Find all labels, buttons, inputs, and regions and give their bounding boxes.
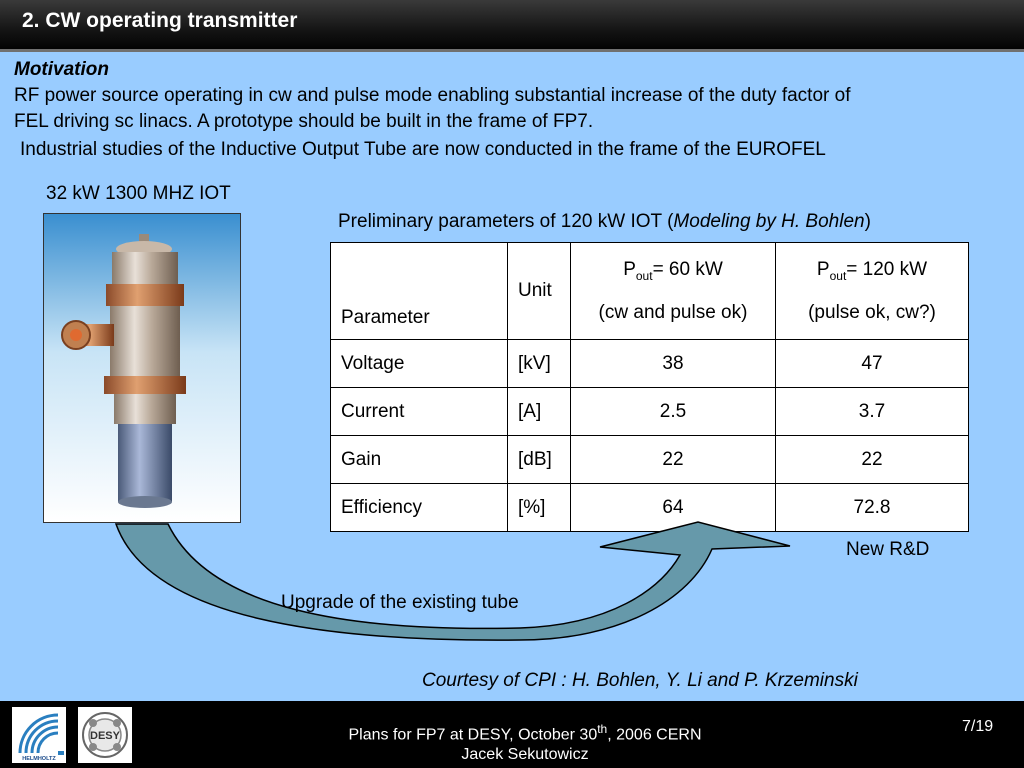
footer-bar bbox=[0, 701, 1024, 768]
header-parameter: Parameter bbox=[331, 243, 508, 340]
table-caption-credit: Modeling by H. Bohlen bbox=[673, 211, 865, 232]
upgrade-label: Upgrade of the existing tube bbox=[281, 592, 519, 613]
cell-value-60: 38 bbox=[571, 340, 776, 388]
table-caption-prefix: Preliminary parameters of 120 kW IOT ( bbox=[338, 211, 674, 232]
cell-parameter: Current bbox=[331, 388, 508, 436]
footer-author: Jacek Sekutowicz bbox=[461, 746, 589, 764]
cell-unit: [dB] bbox=[508, 436, 571, 484]
header-60-sub: out bbox=[635, 268, 653, 283]
motivation-heading: Motivation bbox=[14, 59, 109, 80]
header-60-p: P bbox=[623, 258, 636, 280]
desy-logo-text: DESY bbox=[90, 730, 120, 742]
cell-value-60: 22 bbox=[571, 436, 776, 484]
iot-figure-label: 32 kW 1300 MHZ IOT bbox=[46, 183, 231, 204]
courtesy-credit: Courtesy of CPI : H. Bohlen, Y. Li and P. Krzeminski bbox=[422, 670, 858, 691]
cell-value-60: 2.5 bbox=[571, 388, 776, 436]
motivation-line-2: FEL driving sc linacs. A prototype should be built in the frame of FP7. bbox=[14, 111, 594, 132]
cell-unit: [%] bbox=[508, 484, 571, 532]
cell-unit: [kV] bbox=[508, 340, 571, 388]
slide-title: 2. CW operating transmitter bbox=[22, 9, 298, 32]
table-caption-suffix: ) bbox=[864, 211, 871, 232]
header-120-p: P bbox=[816, 258, 830, 280]
footer-line1-main: Plans for FP7 at DESY, October 30 bbox=[348, 726, 598, 744]
header-120-note: (pulse ok, cw?) bbox=[808, 302, 936, 324]
new-rd-label: New R&D bbox=[846, 539, 930, 560]
header-60-note: (cw and pulse ok) bbox=[598, 302, 748, 324]
header-unit: Unit bbox=[508, 243, 571, 340]
cell-value-120: 47 bbox=[776, 340, 969, 388]
header-120-value: = 120 kW bbox=[846, 258, 928, 280]
footer-text bbox=[300, 719, 750, 765]
helmholtz-logo bbox=[12, 707, 66, 763]
cell-parameter: Gain bbox=[331, 436, 508, 484]
motivation-line-3: Industrial studies of the Inductive Output Tube are now conducted in the frame of the EUROFEL bbox=[20, 139, 826, 160]
cell-value-120: 22 bbox=[776, 436, 969, 484]
cell-parameter: Voltage bbox=[331, 340, 508, 388]
motivation-line-1: RF power source operating in cw and pulse mode enabling substantial increase of the duty factor of bbox=[14, 85, 851, 106]
cell-value-120: 72.8 bbox=[776, 484, 969, 532]
cell-parameter: Efficiency bbox=[331, 484, 508, 532]
page-number: 7/19 bbox=[962, 718, 994, 735]
desy-logo bbox=[78, 707, 132, 763]
cell-unit: [A] bbox=[508, 388, 571, 436]
cell-value-120: 3.7 bbox=[776, 388, 969, 436]
helmholtz-logo-text: HELMHOLTZ bbox=[22, 756, 56, 762]
header-120-sub: out bbox=[829, 268, 847, 283]
cell-value-60: 64 bbox=[571, 484, 776, 532]
footer-line1-sup: th bbox=[597, 722, 608, 736]
arrow-shape bbox=[116, 522, 790, 640]
header-60-value: = 60 kW bbox=[652, 258, 723, 280]
footer-line1-end: , 2006 CERN bbox=[607, 726, 702, 744]
